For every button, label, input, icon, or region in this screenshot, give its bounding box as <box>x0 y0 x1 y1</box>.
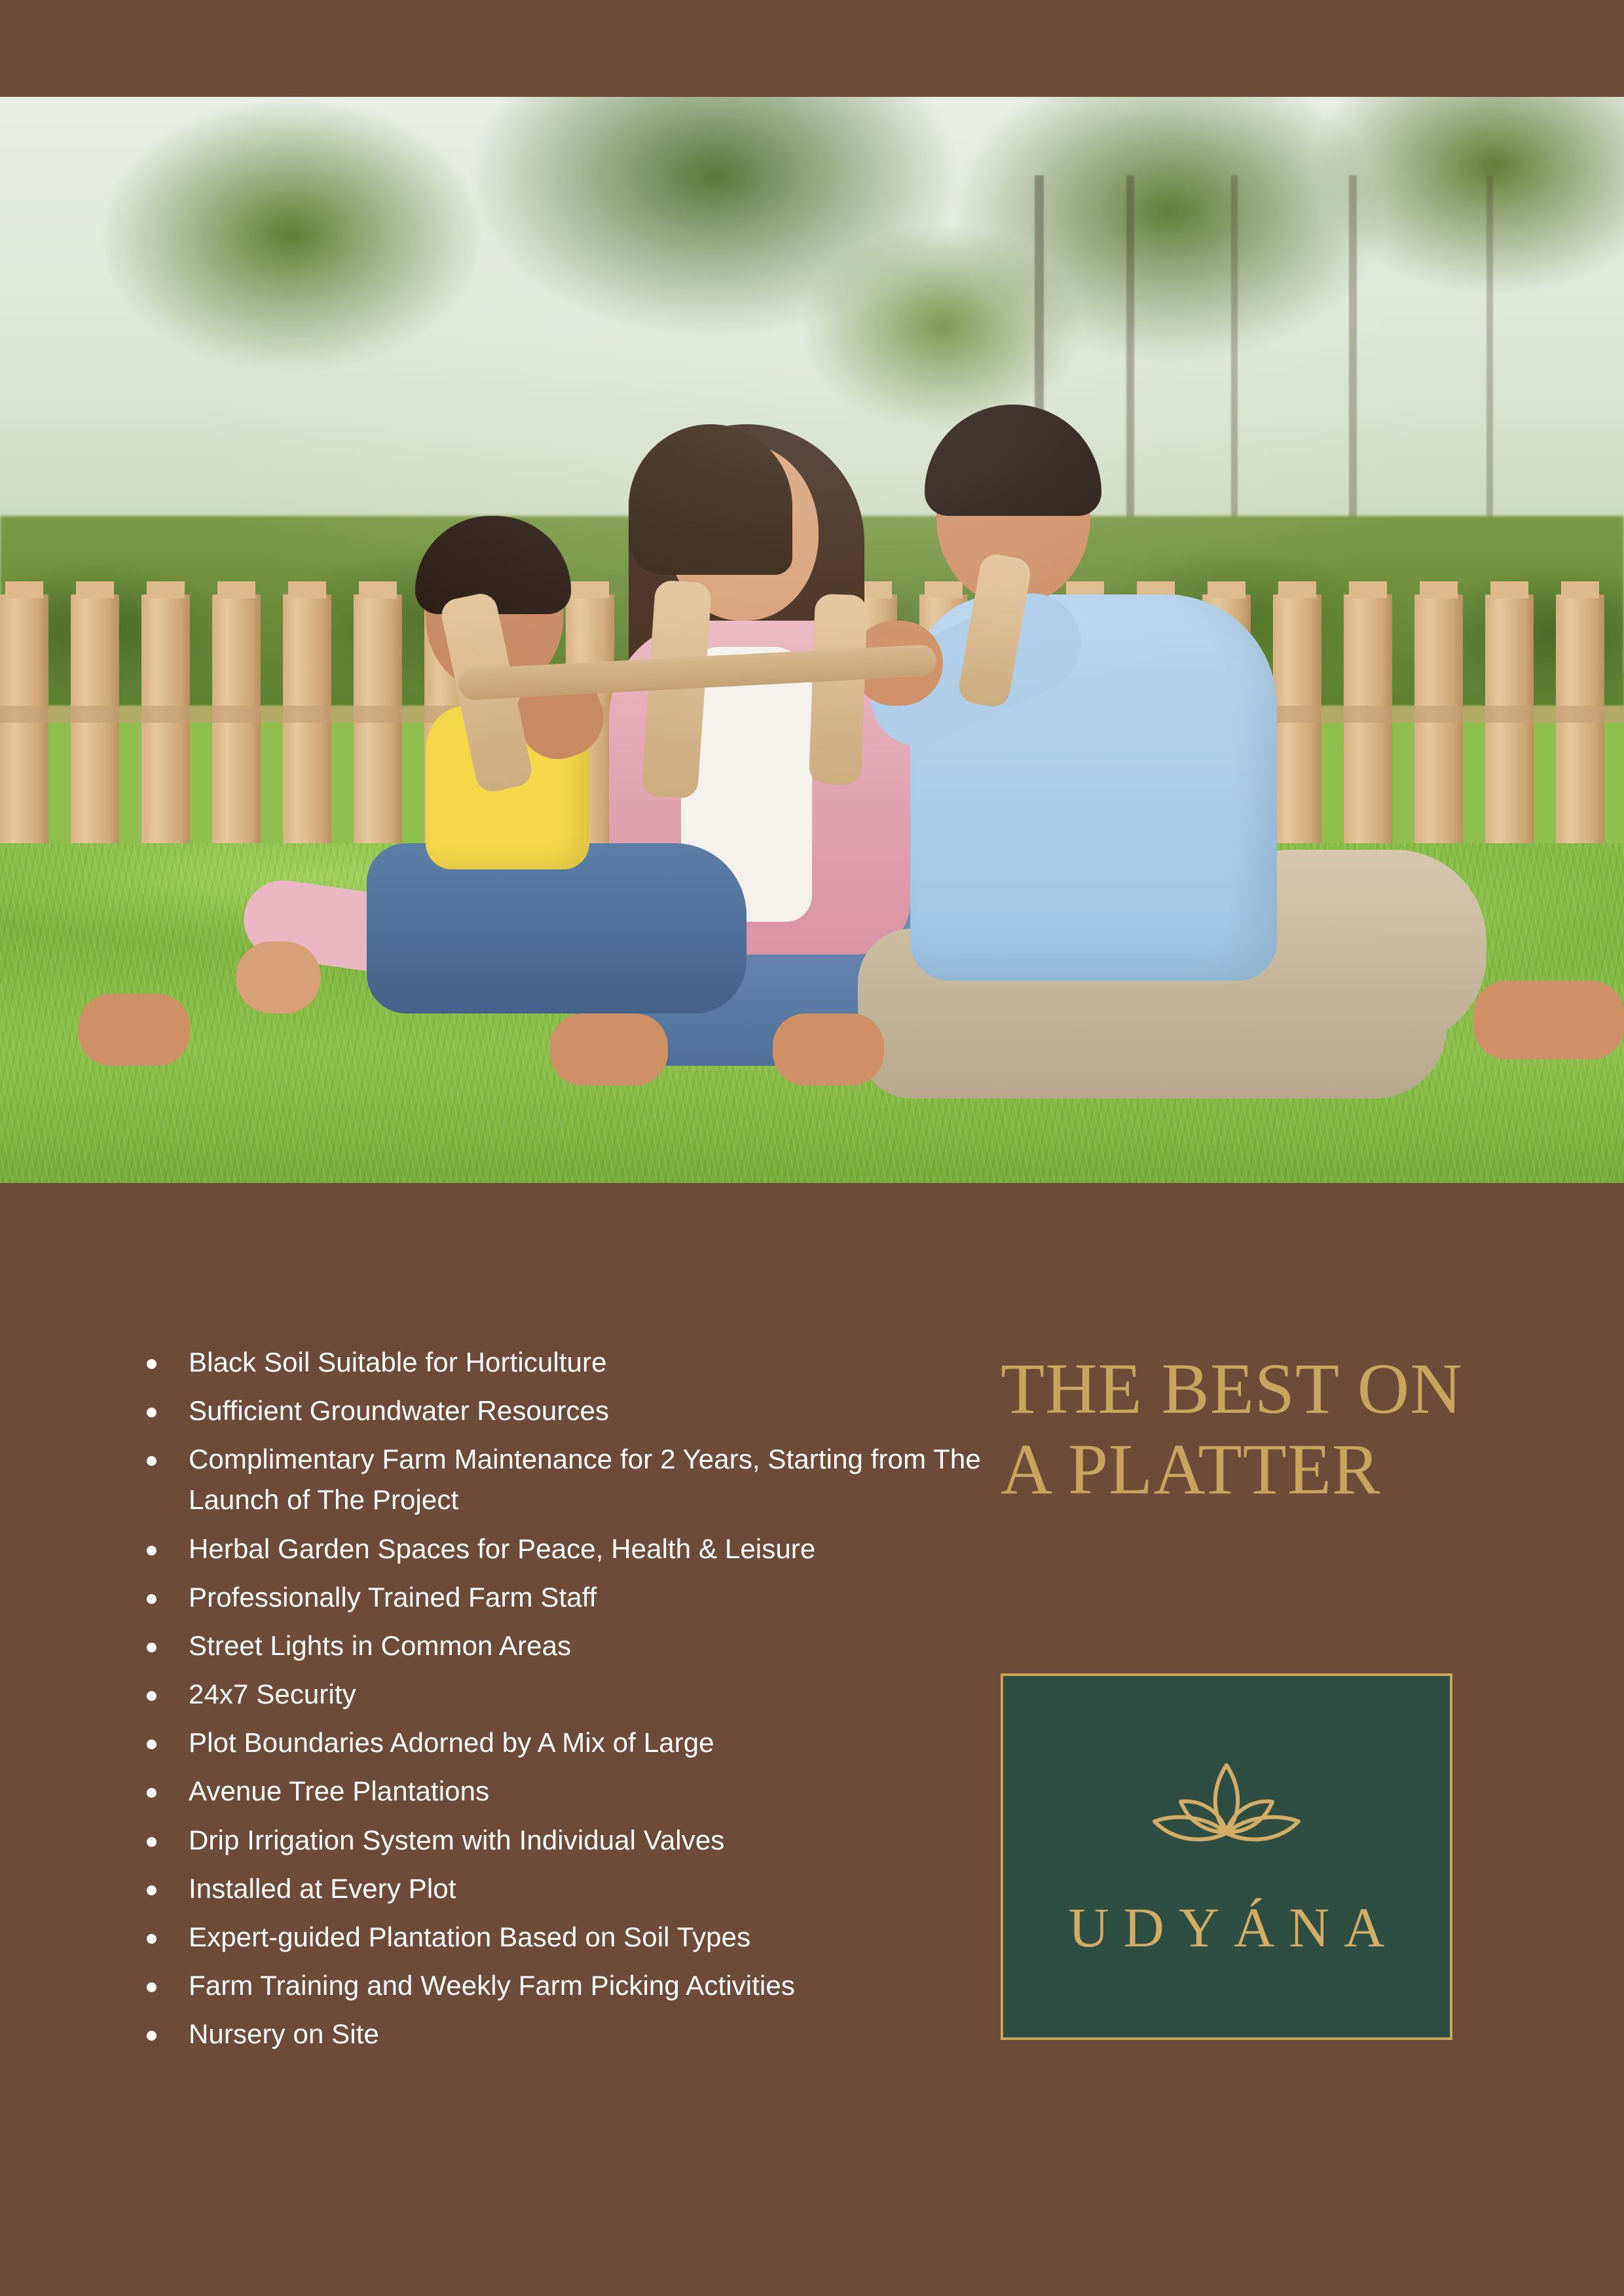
feature-list <box>138 1342 995 2054</box>
top-brown-band <box>0 0 1624 97</box>
features-column <box>0 1342 995 2062</box>
list-item: Street Lights in Common Areas <box>138 1626 995 1666</box>
brand-name: UDYÁNA <box>1068 1896 1399 1959</box>
hero-image <box>0 97 1624 1183</box>
list-item: Plot Boundaries Adorned by A Mix of Large <box>138 1722 995 1763</box>
foot <box>79 994 190 1066</box>
foot <box>773 1013 884 1085</box>
toy-plane-wing <box>809 594 868 786</box>
list-item: Sufficient Groundwater Resources <box>138 1391 995 1431</box>
headline-line-2: A PLATTER <box>1001 1429 1381 1510</box>
list-item: Nursery on Site <box>138 2014 995 2054</box>
list-item: 24x7 Security <box>138 1674 995 1715</box>
foot <box>550 1013 668 1085</box>
list-item: Farm Training and Weekly Farm Picking Activities <box>138 1965 995 2006</box>
foot <box>1473 981 1624 1059</box>
mother-hand <box>236 941 321 1013</box>
list-item: Complimentary Farm Maintenance for 2 Years, Starting from The Launch of The Project <box>138 1439 995 1520</box>
list-item: Installed at Every Plot <box>138 1868 995 1909</box>
lotus-icon <box>1128 1753 1325 1865</box>
list-item: Expert-guided Plantation Based on Soil Types <box>138 1917 995 1958</box>
list-item: Herbal Garden Spaces for Peace, Health & Leisure <box>138 1529 995 1569</box>
content-row <box>0 1342 1624 2062</box>
headline-line-1: THE BEST ON <box>1001 1349 1463 1429</box>
list-item: Avenue Tree Plantations <box>138 1771 995 1812</box>
logo-panel <box>1001 1673 1452 2040</box>
list-item: Professionally Trained Farm Staff <box>138 1577 995 1618</box>
list-item: Drip Irrigation System with Individual Valves <box>138 1820 995 1861</box>
page-title <box>1001 1349 1538 1510</box>
headline-and-logo-column <box>995 1342 1624 2062</box>
list-item: Black Soil Suitable for Horticulture <box>138 1342 995 1383</box>
